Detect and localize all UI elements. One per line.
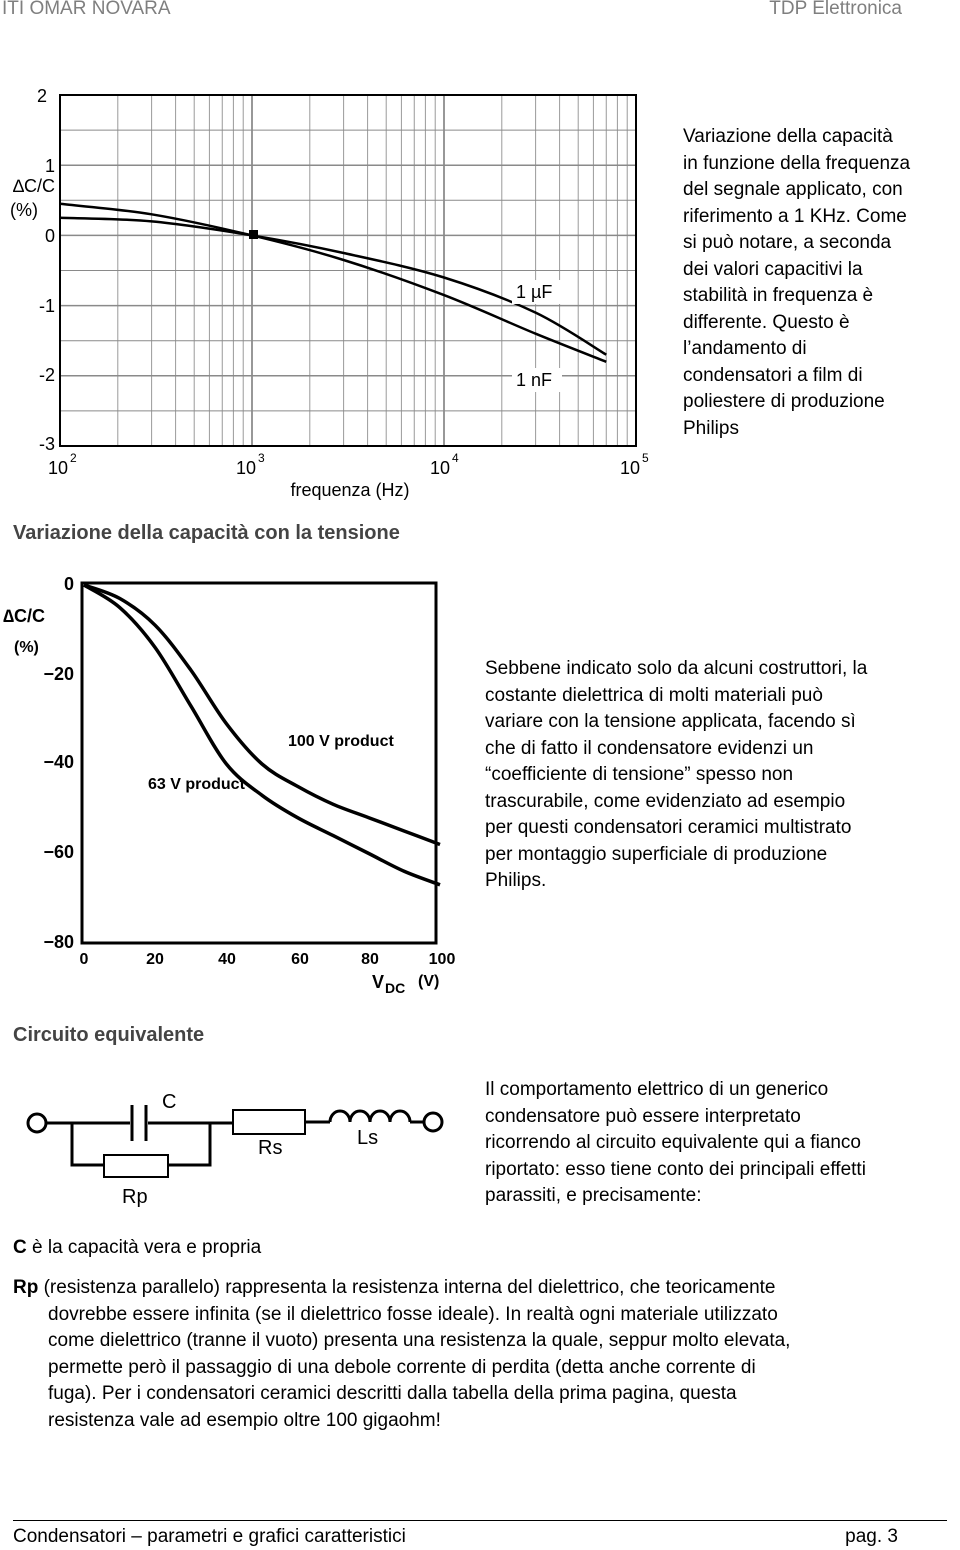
resistor-rs bbox=[233, 1110, 305, 1134]
inductor-ls bbox=[330, 1111, 410, 1122]
chart-voltage bbox=[0, 560, 480, 1000]
chart-voltage-xlabel: V bbox=[372, 972, 385, 992]
text-line: Il comportamento elettrico di un generico bbox=[485, 1079, 829, 1100]
ytick-minus-3: -3 bbox=[38, 434, 55, 454]
ytick-minus-60: −60 bbox=[43, 842, 74, 862]
chart-voltage-xlabel-sub: DC bbox=[385, 980, 406, 996]
header-school: ITI OMAR NOVARA bbox=[2, 0, 171, 19]
resistor-rp bbox=[104, 1155, 168, 1177]
text-line: in funzione della frequenza bbox=[683, 152, 911, 174]
c-term: C bbox=[13, 1237, 27, 1258]
chart-freq-grid bbox=[60, 95, 636, 446]
text-line: permette però il passaggio di una debole corrente di perdita (detta anche corrente di bbox=[48, 1356, 756, 1378]
terminal-right bbox=[424, 1113, 442, 1131]
text-line: Sebbene indicato solo da alcuni costruttori, la bbox=[485, 658, 868, 679]
xtick-80: 80 bbox=[361, 951, 379, 968]
xtick-0: 0 bbox=[79, 951, 89, 968]
ytick-0: 0 bbox=[44, 226, 55, 246]
xtick-exp-100000: 5 bbox=[642, 451, 649, 465]
xtick-exp-1000: 3 bbox=[258, 451, 265, 465]
xtick-base-1000: 10 bbox=[236, 458, 257, 478]
chart-voltage-description bbox=[485, 656, 867, 895]
chart-voltage-xlabel-unit: (V) bbox=[418, 973, 440, 990]
text-line: per questi condensatori ceramici multistrato bbox=[485, 817, 852, 838]
ytick-minus-1: -1 bbox=[38, 296, 55, 316]
xtick-base-100: 10 bbox=[48, 458, 69, 478]
chart-voltage-ylabel: ∆C/C bbox=[3, 606, 46, 626]
c-definition-text: è la capacità vera e propria bbox=[26, 1237, 262, 1258]
footer-title: Condensatori – parametri e grafici caratteristici bbox=[13, 1526, 406, 1547]
text-line: variare con la tensione applicata, facendo sì bbox=[485, 711, 856, 732]
chart-freq-ylabel: ∆C/C bbox=[12, 176, 56, 196]
label-1uF: 1 µF bbox=[516, 282, 553, 302]
text-line: (resistenza parallelo) rappresenta la resistenza interna del dielettrico, che teoricamente bbox=[38, 1277, 776, 1298]
text-line: fuga). Per i condensatori ceramici descritti dalla tabella della prima pagina, questa bbox=[48, 1383, 737, 1404]
chart-voltage-ylabel-unit: (%) bbox=[14, 639, 39, 656]
terminal-left bbox=[28, 1114, 46, 1132]
rp-definition bbox=[13, 1275, 790, 1434]
text-line: trascurabile, come evidenziato ad esempio bbox=[485, 790, 846, 812]
xtick-100: 100 bbox=[428, 951, 456, 968]
text-line: condensatori a film di bbox=[683, 364, 863, 386]
xtick-20: 20 bbox=[146, 951, 164, 968]
label-63v-product: 63 V product bbox=[148, 776, 245, 793]
chart-freq-description bbox=[683, 124, 910, 442]
xtick-exp-100: 2 bbox=[70, 451, 77, 465]
label-100v-product: 100 V product bbox=[288, 733, 394, 750]
label-rs: Rs bbox=[258, 1137, 283, 1159]
section-title-circuit: Circuito equivalente bbox=[13, 1024, 205, 1046]
chart-freq-xlabel: frequenza (Hz) bbox=[290, 480, 410, 500]
xtick-exp-10000: 4 bbox=[452, 451, 459, 465]
header-course: TDP Elettronica bbox=[769, 0, 902, 19]
text-line: riportato: esso tiene conto dei principali effetti bbox=[485, 1158, 866, 1180]
text-line: che di fatto il condensatore evidenzi un bbox=[485, 737, 814, 759]
text-line: Variazione della capacità bbox=[683, 126, 893, 147]
text-line: riferimento a 1 KHz. Come bbox=[683, 205, 907, 227]
chart-freq bbox=[0, 60, 680, 510]
ytick-0: 0 bbox=[63, 574, 74, 594]
ytick-minus-80: −80 bbox=[43, 932, 74, 952]
ytick-minus-2: -2 bbox=[38, 365, 55, 385]
xtick-60: 60 bbox=[291, 951, 309, 968]
reference-point-marker bbox=[249, 230, 258, 239]
text-line: si può notare, a seconda bbox=[683, 232, 892, 253]
text-line: stabilità in frequenza è bbox=[683, 285, 874, 306]
footer-page-label: pag. bbox=[845, 1526, 883, 1547]
xtick-base-10000: 10 bbox=[430, 458, 451, 478]
text-line: Philips. bbox=[485, 870, 547, 891]
text-line: parassiti, e precisamente: bbox=[485, 1185, 702, 1206]
label-ls: Ls bbox=[357, 1127, 379, 1149]
section-title-voltage: Variazione della capacità con la tensione bbox=[13, 522, 400, 544]
ytick-1: 1 bbox=[44, 156, 55, 176]
chart-freq-ylabel-unit: (%) bbox=[10, 200, 38, 220]
text-line: del segnale applicato, con bbox=[683, 179, 903, 200]
footer-page-number: 3 bbox=[887, 1526, 898, 1547]
label-c: C bbox=[162, 1091, 177, 1113]
text-line: resistenza vale ad esempio oltre 100 gigaohm! bbox=[48, 1409, 441, 1431]
equivalent-circuit-diagram bbox=[0, 1080, 480, 1220]
text-line: poliestere di produzione bbox=[683, 391, 885, 412]
text-line: l’andamento di bbox=[683, 338, 807, 359]
xtick-40: 40 bbox=[218, 951, 236, 968]
text-line: differente. Questo è bbox=[683, 311, 850, 333]
ytick-minus-20: −20 bbox=[43, 664, 74, 684]
text-line: per montaggio superficiale di produzione bbox=[485, 843, 828, 865]
label-rp: Rp bbox=[122, 1186, 148, 1208]
text-line: come dielettrico (tranne il vuoto) presenta una resistenza la quale, seppur molto elevata, bbox=[48, 1330, 791, 1351]
text-line: “coefficiente di tensione” spesso non bbox=[485, 764, 794, 785]
text-line: ricorrendo al circuito equivalente qui a fianco bbox=[485, 1132, 861, 1153]
c-definition bbox=[13, 1235, 261, 1262]
text-line: dovrebbe essere infinita (se il dielettrico fosse ideale). In realtà ogni materiale utilizzato bbox=[48, 1303, 778, 1325]
text-line: dei valori capacitivi la bbox=[683, 258, 863, 280]
text-line: Philips bbox=[683, 417, 739, 439]
footer-page bbox=[845, 1526, 898, 1548]
circuit-description bbox=[485, 1077, 866, 1210]
text-line: condensatore può essere interpretato bbox=[485, 1105, 801, 1127]
ytick-2: 2 bbox=[36, 86, 47, 106]
text-line: costante dielettrica di molti materiali può bbox=[485, 684, 823, 706]
rp-term: Rp bbox=[13, 1277, 39, 1298]
footer-rule bbox=[13, 1520, 947, 1521]
label-1nF: 1 nF bbox=[516, 370, 553, 390]
xtick-base-100000: 10 bbox=[620, 458, 641, 478]
ytick-minus-40: −40 bbox=[43, 752, 74, 772]
